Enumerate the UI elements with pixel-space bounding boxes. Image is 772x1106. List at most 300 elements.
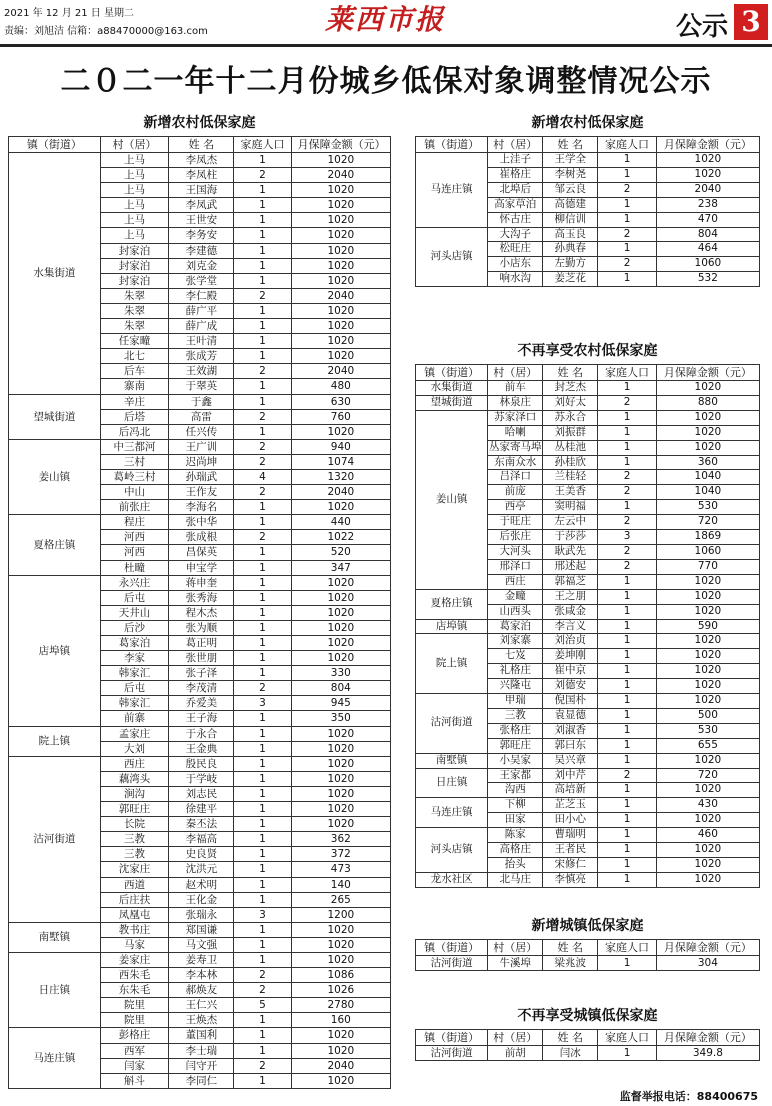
column-header: 月保障金额（元） [656, 940, 759, 956]
village-cell: 苏家泽口 [488, 410, 543, 425]
table-header-row [416, 940, 760, 956]
table-row [9, 1028, 391, 1043]
household-size-cell: 1 [234, 198, 291, 213]
village-cell: 任家疃 [100, 334, 169, 349]
name-cell: 王学全 [543, 153, 598, 168]
household-size-cell: 1 [598, 738, 656, 753]
amount-cell: 1020 [291, 636, 390, 651]
village-cell: 丛家寄马埠 [488, 440, 543, 455]
village-cell: 牛溪埠 [488, 956, 543, 971]
name-cell: 王美香 [543, 485, 598, 500]
table-row [9, 439, 391, 454]
village-cell: 七岌 [488, 649, 543, 664]
name-cell: 崔中京 [543, 664, 598, 679]
page-title: 二０二一年十二月份城乡低保对象调整情况公示 [60, 64, 712, 99]
town-cell: 院上镇 [9, 726, 101, 756]
amount-cell: 1060 [656, 257, 759, 272]
column-header: 家庭人口 [598, 1030, 656, 1046]
household-size-cell: 2 [234, 288, 291, 303]
name-cell: 刘克金 [169, 258, 234, 273]
village-cell: 刘家寨 [488, 634, 543, 649]
village-cell: 马家 [100, 937, 169, 952]
column-header: 镇（街道） [416, 940, 488, 956]
village-cell: 大河头 [488, 544, 543, 559]
table-row [416, 828, 760, 843]
household-size-cell: 1 [598, 634, 656, 649]
amount-cell: 1020 [656, 589, 759, 604]
column-header: 家庭人口 [598, 137, 656, 153]
amount-cell: 460 [656, 828, 759, 843]
amount-cell: 470 [656, 212, 759, 227]
household-size-cell: 2 [234, 485, 291, 500]
household-size-cell: 2 [234, 364, 291, 379]
amount-cell: 945 [291, 696, 390, 711]
household-size-cell: 1 [234, 319, 291, 334]
household-size-cell: 1 [598, 679, 656, 694]
name-cell: 邹云良 [543, 182, 598, 197]
amount-cell: 304 [656, 956, 759, 971]
amount-cell: 1020 [656, 425, 759, 440]
name-cell: 沈洪元 [169, 862, 234, 877]
village-cell: 前胡 [488, 1046, 543, 1061]
column-header: 村（居） [488, 365, 543, 381]
household-size-cell: 1 [598, 425, 656, 440]
table-block-removed-urban [415, 1003, 760, 1061]
village-cell: 前车 [488, 381, 543, 396]
amount-cell: 1020 [656, 634, 759, 649]
table-row [416, 227, 760, 242]
name-cell: 芷芝玉 [543, 798, 598, 813]
household-size-cell: 1 [234, 877, 291, 892]
amount-cell: 804 [291, 681, 390, 696]
amount-cell: 2040 [291, 364, 390, 379]
name-cell: 窦明福 [543, 500, 598, 515]
household-size-cell: 1 [598, 500, 656, 515]
name-cell: 殷民良 [169, 756, 234, 771]
table-row [9, 756, 391, 771]
village-cell: 上马 [100, 168, 169, 183]
roster-table [415, 1029, 760, 1061]
household-size-cell: 1 [234, 666, 291, 681]
household-size-cell: 1 [234, 153, 291, 168]
village-cell: 北七 [100, 349, 169, 364]
table-title: 不再享受城镇低保家庭 [517, 1008, 658, 1024]
amount-cell: 1020 [291, 1028, 390, 1043]
village-cell: 后车 [100, 364, 169, 379]
name-cell: 张秀海 [169, 590, 234, 605]
table-row [416, 798, 760, 813]
table-block-new-urban [415, 913, 760, 971]
village-cell: 张格庄 [488, 723, 543, 738]
name-cell: 张成芳 [169, 349, 234, 364]
amount-cell: 1200 [291, 907, 390, 922]
amount-cell: 1020 [291, 771, 390, 786]
village-cell: 后沙 [100, 620, 169, 635]
village-cell: 中三都河 [100, 439, 169, 454]
amount-cell: 1020 [291, 726, 390, 741]
amount-cell: 880 [656, 395, 759, 410]
column-header: 家庭人口 [234, 137, 291, 153]
household-size-cell: 1 [598, 381, 656, 396]
town-cell: 姜山镇 [9, 439, 101, 514]
amount-cell: 1020 [656, 783, 759, 798]
household-size-cell: 1 [234, 817, 291, 832]
amount-cell: 2780 [291, 998, 390, 1013]
name-cell: 张为顺 [169, 620, 234, 635]
amount-cell: 770 [656, 559, 759, 574]
name-cell: 张成根 [169, 530, 234, 545]
town-cell: 店埠镇 [9, 575, 101, 726]
household-size-cell: 1 [598, 813, 656, 828]
household-size-cell: 1 [234, 726, 291, 741]
amount-cell: 1020 [291, 651, 390, 666]
household-size-cell: 1 [234, 590, 291, 605]
name-cell: 于莎莎 [543, 530, 598, 545]
table-row [416, 1046, 760, 1061]
table-row [416, 768, 760, 783]
household-size-cell: 3 [598, 530, 656, 545]
village-cell: 西庄 [488, 574, 543, 589]
village-cell: 田家 [488, 813, 543, 828]
village-cell: 西军 [100, 1043, 169, 1058]
household-size-cell: 4 [234, 469, 291, 484]
amount-cell: 372 [291, 847, 390, 862]
amount-cell: 1020 [291, 243, 390, 258]
amount-cell: 1020 [656, 664, 759, 679]
table-row [416, 694, 760, 709]
household-size-cell: 1 [234, 756, 291, 771]
amount-cell: 1320 [291, 469, 390, 484]
household-size-cell: 1 [234, 862, 291, 877]
name-cell: 王化金 [169, 892, 234, 907]
amount-cell: 1060 [656, 544, 759, 559]
name-cell: 刘志民 [169, 786, 234, 801]
name-cell: 乔爱美 [169, 696, 234, 711]
table-title: 新增城镇低保家庭 [531, 918, 644, 934]
town-cell: 院上镇 [416, 634, 488, 694]
name-cell: 王作友 [169, 485, 234, 500]
household-size-cell: 1 [598, 153, 656, 168]
village-cell: 长院 [100, 817, 169, 832]
village-cell: 吕泽口 [488, 470, 543, 485]
name-cell: 于永合 [169, 726, 234, 741]
name-cell: 刘中芹 [543, 768, 598, 783]
amount-cell: 330 [291, 666, 390, 681]
household-size-cell: 1 [234, 832, 291, 847]
name-cell: 程木杰 [169, 605, 234, 620]
amount-cell: 1020 [291, 349, 390, 364]
table-header-row [416, 365, 760, 381]
amount-cell: 1026 [291, 983, 390, 998]
household-size-cell: 1 [598, 455, 656, 470]
name-cell: 王仁兴 [169, 998, 234, 1013]
name-cell: 李海名 [169, 500, 234, 515]
amount-cell: 480 [291, 379, 390, 394]
amount-cell: 2040 [291, 168, 390, 183]
name-cell: 苏永合 [543, 410, 598, 425]
household-size-cell: 2 [598, 257, 656, 272]
name-cell: 薛广成 [169, 319, 234, 334]
household-size-cell: 1 [598, 694, 656, 709]
village-cell: 彭格庄 [100, 1028, 169, 1043]
table-row [416, 634, 760, 649]
amount-cell: 2040 [291, 485, 390, 500]
name-cell: 葛正明 [169, 636, 234, 651]
household-size-cell: 1 [234, 922, 291, 937]
town-cell: 沽河街道 [416, 1046, 488, 1061]
household-size-cell: 1 [598, 212, 656, 227]
town-cell: 沽河街道 [9, 756, 101, 922]
amount-cell: 1020 [291, 303, 390, 318]
village-cell: 郭旺庄 [100, 802, 169, 817]
household-size-cell: 1 [234, 741, 291, 756]
amount-cell: 349.8 [656, 1046, 759, 1061]
name-cell: 孙典春 [543, 242, 598, 257]
village-cell: 沟西 [488, 783, 543, 798]
household-size-cell: 1 [234, 937, 291, 952]
household-size-cell: 1 [598, 798, 656, 813]
table-row [9, 922, 391, 937]
name-cell: 王子海 [169, 711, 234, 726]
household-size-cell: 2 [234, 439, 291, 454]
household-size-cell: 2 [598, 485, 656, 500]
amount-cell: 1020 [291, 817, 390, 832]
town-cell: 沽河街道 [416, 694, 488, 754]
name-cell: 郑国谦 [169, 922, 234, 937]
amount-cell: 1020 [291, 424, 390, 439]
village-cell: 响水沟 [488, 272, 543, 287]
village-cell: 葛岭三村 [100, 469, 169, 484]
table-row [416, 589, 760, 604]
amount-cell: 1020 [291, 1043, 390, 1058]
table-title: 新增农村低保家庭 [531, 115, 644, 131]
household-size-cell: 1 [234, 620, 291, 635]
amount-cell: 1040 [656, 485, 759, 500]
amount-cell: 530 [656, 500, 759, 515]
amount-cell: 1020 [656, 843, 759, 858]
village-cell: 斛斗 [100, 1073, 169, 1088]
village-cell: 大刘 [100, 741, 169, 756]
household-size-cell: 1 [234, 847, 291, 862]
village-cell: 寨南 [100, 379, 169, 394]
amount-cell: 940 [291, 439, 390, 454]
amount-cell: 532 [656, 272, 759, 287]
amount-cell: 1020 [656, 753, 759, 768]
household-size-cell: 2 [598, 227, 656, 242]
name-cell: 高德建 [543, 197, 598, 212]
name-cell: 高培新 [543, 783, 598, 798]
name-cell: 高玉良 [543, 227, 598, 242]
village-cell: 郭旺庄 [488, 738, 543, 753]
village-cell: 哈喇 [488, 425, 543, 440]
name-cell: 于学岐 [169, 771, 234, 786]
name-cell: 薛广平 [169, 303, 234, 318]
village-cell: 前寨 [100, 711, 169, 726]
household-size-cell: 1 [234, 500, 291, 515]
column-header: 镇（街道） [416, 1030, 488, 1046]
household-size-cell: 1 [234, 394, 291, 409]
name-cell: 刘淑香 [543, 723, 598, 738]
village-cell: 中山 [100, 485, 169, 500]
household-size-cell: 1 [598, 753, 656, 768]
name-cell: 赵术明 [169, 877, 234, 892]
column-header: 姓 名 [169, 137, 234, 153]
village-cell: 院里 [100, 998, 169, 1013]
amount-cell: 500 [656, 708, 759, 723]
town-cell: 河头店镇 [416, 227, 488, 287]
household-size-cell: 1 [234, 424, 291, 439]
town-cell: 龙水社区 [416, 872, 488, 887]
household-size-cell: 1 [598, 440, 656, 455]
amount-cell: 347 [291, 560, 390, 575]
household-size-cell: 1 [598, 858, 656, 873]
household-size-cell: 1 [598, 242, 656, 257]
name-cell: 兰桂轻 [543, 470, 598, 485]
village-cell: 天井山 [100, 605, 169, 620]
household-size-cell: 1 [598, 619, 656, 634]
village-cell: 上马 [100, 183, 169, 198]
name-cell: 张子泽 [169, 666, 234, 681]
household-size-cell: 1 [598, 410, 656, 425]
village-cell: 东南众水 [488, 455, 543, 470]
village-cell: 后冯北 [100, 424, 169, 439]
village-cell: 上马 [100, 228, 169, 243]
amount-cell: 1020 [291, 153, 390, 168]
household-size-cell: 1 [234, 952, 291, 967]
household-size-cell: 2 [234, 968, 291, 983]
name-cell: 李建德 [169, 243, 234, 258]
village-cell: 涧沟 [100, 786, 169, 801]
column-header: 姓 名 [543, 365, 598, 381]
town-cell: 水集街道 [9, 153, 101, 395]
household-size-cell: 2 [598, 515, 656, 530]
village-cell: 朱翠 [100, 288, 169, 303]
column-header: 月保障金额（元） [656, 137, 759, 153]
household-size-cell: 1 [234, 1043, 291, 1058]
table-header-row [416, 137, 760, 153]
household-size-cell: 1 [234, 515, 291, 530]
household-size-cell: 1 [234, 334, 291, 349]
name-cell: 李树尧 [543, 167, 598, 182]
household-size-cell: 1 [234, 711, 291, 726]
village-cell: 朱翠 [100, 319, 169, 334]
amount-cell: 1074 [291, 454, 390, 469]
name-cell: 任兴传 [169, 424, 234, 439]
household-size-cell: 1 [598, 574, 656, 589]
column-header: 姓 名 [543, 137, 598, 153]
column-header: 村（居） [488, 1030, 543, 1046]
town-cell: 夏格庄镇 [416, 589, 488, 619]
name-cell: 闫守开 [169, 1058, 234, 1073]
household-size-cell: 1 [234, 379, 291, 394]
name-cell: 刘治贞 [543, 634, 598, 649]
household-size-cell: 5 [234, 998, 291, 1013]
village-cell: 高家草泊 [488, 197, 543, 212]
amount-cell: 720 [656, 768, 759, 783]
town-cell: 日庄镇 [416, 768, 488, 798]
village-cell: 甲瑞 [488, 694, 543, 709]
name-cell: 曹瑞明 [543, 828, 598, 843]
name-cell: 李言义 [543, 619, 598, 634]
village-cell: 上马 [100, 153, 169, 168]
amount-cell: 1020 [291, 605, 390, 620]
village-cell: 李家 [100, 651, 169, 666]
name-cell: 张瑞永 [169, 907, 234, 922]
report-phone: 监督举报电话：88400675 [619, 1090, 758, 1103]
newspaper-logo: 莱西市报 [324, 3, 445, 36]
household-size-cell: 1 [234, 1013, 291, 1028]
village-cell: 西庄 [100, 756, 169, 771]
village-cell: 封家泊 [100, 258, 169, 273]
village-cell: 小店东 [488, 257, 543, 272]
household-size-cell: 1 [598, 723, 656, 738]
amount-cell: 2040 [656, 182, 759, 197]
amount-cell: 440 [291, 515, 390, 530]
column-header: 姓 名 [543, 1030, 598, 1046]
household-size-cell: 1 [598, 604, 656, 619]
column-header: 村（居） [488, 137, 543, 153]
name-cell: 姜寿卫 [169, 952, 234, 967]
household-size-cell: 3 [234, 696, 291, 711]
name-cell: 李仁殿 [169, 288, 234, 303]
table-row [416, 153, 760, 168]
village-cell: 后屯 [100, 590, 169, 605]
amount-cell: 1022 [291, 530, 390, 545]
village-cell: 三教 [100, 847, 169, 862]
village-cell: 山西头 [488, 604, 543, 619]
village-cell: 西亭 [488, 500, 543, 515]
village-cell: 藕湾头 [100, 771, 169, 786]
amount-cell: 760 [291, 409, 390, 424]
household-size-cell: 1 [234, 802, 291, 817]
amount-cell: 1020 [291, 500, 390, 515]
amount-cell: 1020 [656, 167, 759, 182]
name-cell: 倪国朴 [543, 694, 598, 709]
village-cell: 后屯 [100, 681, 169, 696]
name-cell: 闫冰 [543, 1046, 598, 1061]
village-cell: 小吴家 [488, 753, 543, 768]
village-cell: 前庞 [488, 485, 543, 500]
town-cell: 马连庄镇 [416, 798, 488, 828]
amount-cell: 140 [291, 877, 390, 892]
village-cell: 三村 [100, 454, 169, 469]
name-cell: 张中华 [169, 515, 234, 530]
table-block-new-rural-right [415, 110, 760, 287]
household-size-cell: 1 [234, 892, 291, 907]
name-cell: 王者民 [543, 843, 598, 858]
village-cell: 高格庄 [488, 843, 543, 858]
village-cell: 礼格庄 [488, 664, 543, 679]
name-cell: 李务安 [169, 228, 234, 243]
village-cell: 沈家庄 [100, 862, 169, 877]
name-cell: 王国海 [169, 183, 234, 198]
amount-cell: 1020 [291, 741, 390, 756]
amount-cell: 1020 [656, 381, 759, 396]
name-cell: 丛桂池 [543, 440, 598, 455]
name-cell: 吴兴章 [543, 753, 598, 768]
name-cell: 孙瑞武 [169, 469, 234, 484]
village-cell: 上马 [100, 213, 169, 228]
name-cell: 邢述起 [543, 559, 598, 574]
name-cell: 孙桂欣 [543, 455, 598, 470]
village-cell: 下柳 [488, 798, 543, 813]
name-cell: 史良贤 [169, 847, 234, 862]
amount-cell: 1020 [656, 858, 759, 873]
table-block-removed-rural [415, 338, 760, 888]
name-cell: 张世朋 [169, 651, 234, 666]
name-cell: 王焕杰 [169, 1013, 234, 1028]
amount-cell: 2040 [291, 1058, 390, 1073]
